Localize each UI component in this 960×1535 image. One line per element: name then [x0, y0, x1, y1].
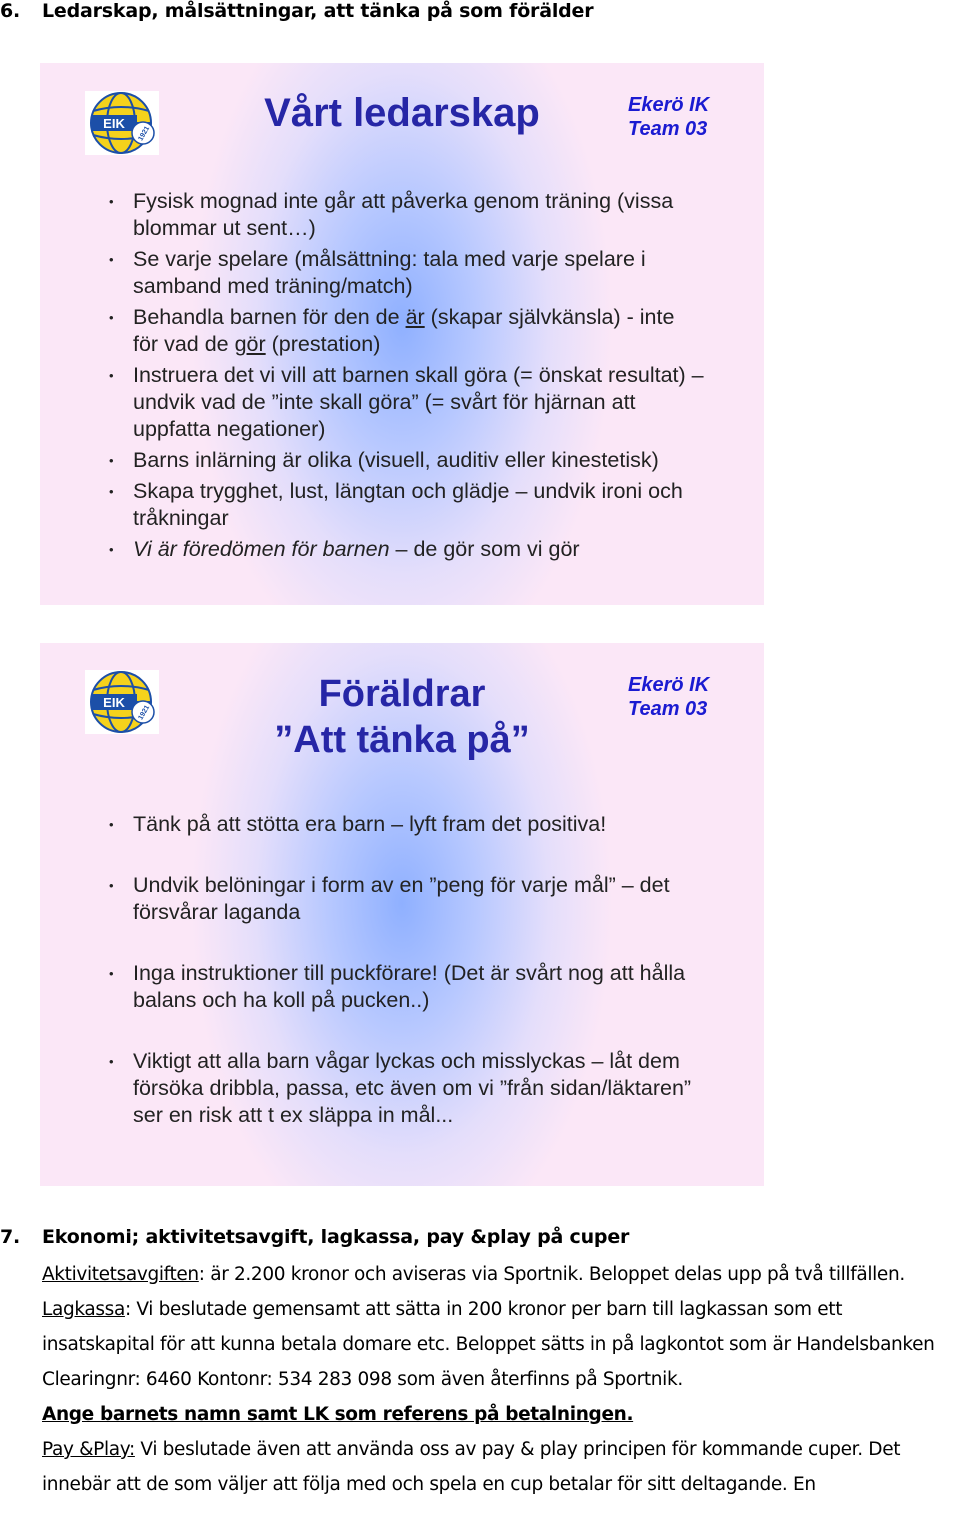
team-label: [628, 93, 709, 141]
section-number: 6.: [0, 0, 21, 22]
list-item: • Barns inlärning är olika (visuell, auditiv eller kinestetisk): [104, 447, 704, 474]
paragraph-reference: Ange barnets namn samt LK som referens på betalningen.: [42, 1404, 634, 1425]
team-line-1: Ekerö IK: [628, 94, 710, 116]
list-item: • Skapa trygghet, lust, längtan och glädje – undvik ironi och tråkningar: [104, 478, 704, 532]
eik-logo-icon: [85, 91, 159, 155]
list-item: • Tänk på att stötta era barn – lyft fram det positiva!: [104, 811, 704, 838]
logo-year: 1921: [137, 704, 152, 722]
slide-title: [230, 671, 574, 763]
team-label: [628, 673, 709, 721]
paragraph-lagkassa: Lagkassa: Vi beslutade gemensamt att sätta in 200 kronor per barn till lagkassan som ett insatskapital för att kunna betala domare etc. Beloppet sätts in på lagkontot som är Handelsbanken Clearingnr: 6460 Kontonr: 534 283 098 som även återfinns på Sportnik.: [42, 1299, 935, 1390]
logo-text: EIK: [103, 116, 125, 131]
slide-title-line-2: ”Att tänka på”: [274, 719, 530, 761]
bullet-list: [104, 188, 704, 567]
slide-title-line-1: Föräldrar: [318, 673, 486, 715]
team-line-1: Ekerö IK: [628, 674, 710, 696]
list-item: • Viktigt att alla barn vågar lyckas och misslyckas – låt dem försöka dribbla, passa, etc även om vi ”från sidan/läktaren” ser en risk att t ex släppa in mål...: [104, 1048, 704, 1129]
logo-text: EIK: [103, 695, 125, 710]
list-item: • Instruera det vi vill att barnen skall göra (= önskat resultat) – undvik vad de ”inte skall göra” (= svårt för hjärnan att uppfatta negationer): [104, 362, 704, 443]
team-line-2: Team 03: [628, 698, 708, 720]
section-6-heading: [0, 0, 593, 22]
list-item: • Vi är föredömen för barnen – de gör som vi gör: [104, 536, 704, 563]
paragraph-aktivitetsavgift: Aktivitetsavgiften: är 2.200 kronor och aviseras via Sportnik. Beloppet delas upp på två tillfällen.: [42, 1264, 905, 1285]
list-item: • Undvik belöningar i form av en ”peng för varje mål” – det försvårar laganda: [104, 872, 704, 926]
section-title: Ekonomi; aktivitetsavgift, lagkassa, pay &play på cuper: [42, 1226, 630, 1248]
list-item: • Behandla barnen för den de är (skapar självkänsla) - inte för vad de gör (prestation): [104, 304, 704, 358]
section-title: Ledarskap, målsättningar, att tänka på som förälder: [42, 0, 594, 22]
eik-logo-icon: [85, 670, 159, 734]
section-7-heading: [0, 1226, 629, 1248]
list-item: • Fysisk mognad inte går att påverka genom träning (vissa blommar ut sent…): [104, 188, 704, 242]
slide-foraldrar: [40, 643, 764, 1186]
paragraph-pay-play: Pay &Play: Vi beslutade även att använda oss av pay & play principen för kommande cuper. Det innebär att de som väljer att följa med och spela en cup betalar för sitt deltagande. En: [42, 1439, 901, 1495]
slide-vart-ledarskap: [40, 63, 764, 605]
list-item: • Inga instruktioner till puckförare! (Det är svårt nog att hålla balans och ha koll på pucken..): [104, 960, 704, 1014]
section-7-body: [42, 1257, 960, 1502]
bullet-list: [104, 811, 704, 1163]
section-number: 7.: [0, 1226, 21, 1248]
team-line-2: Team 03: [628, 118, 708, 140]
list-item: • Se varje spelare (målsättning: tala med varje spelare i samband med träning/match): [104, 246, 704, 300]
logo-year: 1921: [137, 125, 152, 143]
slide-title: Vårt ledarskap: [264, 91, 540, 135]
